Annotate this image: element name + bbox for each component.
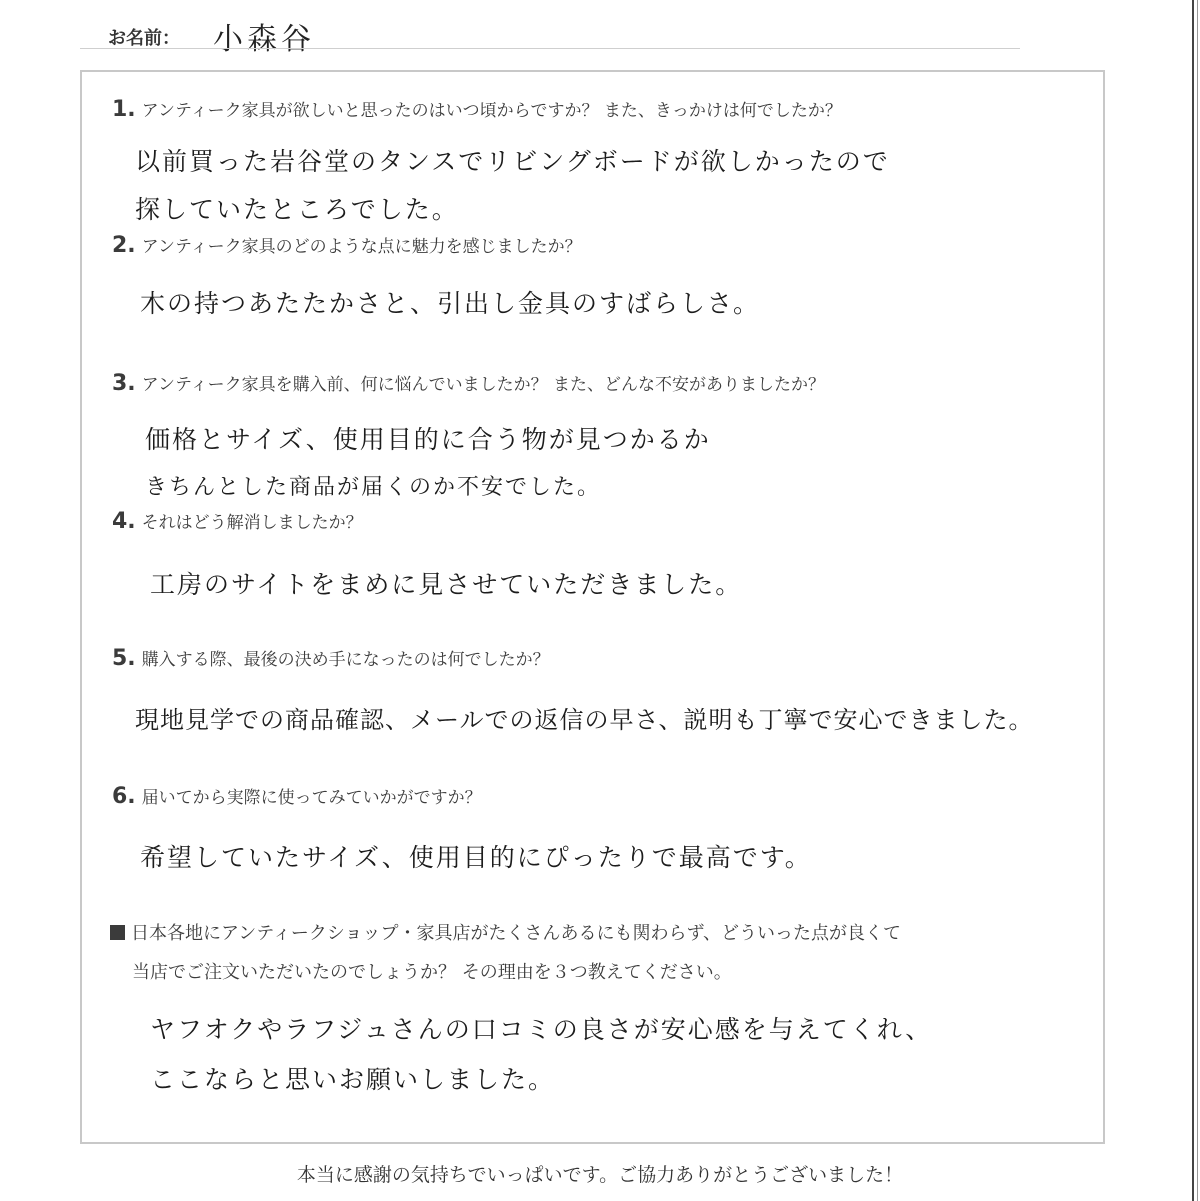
name-handwritten: 小森谷 bbox=[213, 22, 315, 57]
question-3 bbox=[112, 370, 825, 396]
answer-3-line-1: 価格とサイズ、使用目的に合う物が見つかるか bbox=[145, 425, 711, 454]
square-bullet-icon bbox=[110, 925, 125, 940]
question-5 bbox=[112, 645, 550, 671]
question-4 bbox=[112, 508, 363, 534]
answer-5-line-1: 現地見学での商品確認、メールでの返信の早さ、説明も丁寧で安心できました。 bbox=[135, 706, 1034, 734]
page-edge bbox=[1192, 0, 1198, 1201]
question-number: 4. bbox=[112, 509, 136, 534]
question-1 bbox=[112, 96, 842, 122]
final-question-line-1 bbox=[110, 917, 901, 951]
final-question-text-1: 日本各地にアンティークショップ・家具店がたくさんあるにも関わらず、どういった点が良くて bbox=[131, 923, 902, 944]
question-number: 6. bbox=[112, 784, 136, 809]
answer-3-line-2: きちんとした商品が届くのか不安でした。 bbox=[145, 475, 602, 500]
answer-1-line-2: 探していたところでした。 bbox=[135, 195, 459, 224]
question-text: それはどう解消しましたか？ bbox=[141, 513, 363, 533]
final-question-line-2: 当店でご注文いただいたのでしょうか？ その理由を３つ教えてください。 bbox=[132, 962, 732, 983]
final-answer-line-1: ヤフオクやラフジュさんの口コミの良さが安心感を与えてくれ、 bbox=[150, 1015, 933, 1044]
name-underline bbox=[80, 48, 1020, 49]
name-label: お名前： bbox=[108, 28, 180, 49]
question-number: 2. bbox=[112, 233, 136, 258]
final-answer-line-2: ここならと思いお願いしました。 bbox=[150, 1065, 556, 1094]
question-2 bbox=[112, 232, 582, 258]
question-number: 1. bbox=[112, 97, 136, 122]
question-text: 購入する際、最後の決め手になったのは何でしたか？ bbox=[141, 650, 550, 670]
question-number: 3. bbox=[112, 371, 136, 396]
question-number: 5. bbox=[112, 646, 136, 671]
question-text: アンティーク家具のどのような点に魅力を感じましたか？ bbox=[141, 237, 582, 257]
answer-6-line-1: 希望していたサイズ、使用目的にぴったりで最高です。 bbox=[140, 843, 812, 872]
answer-1-line-1: 以前買った岩谷堂のタンスでリビングボードが欲しかったので bbox=[135, 147, 890, 176]
answer-2-line-1: 木の持つあたたかさと、引出し金具のすばらしさ。 bbox=[140, 289, 761, 318]
question-text: アンティーク家具を購入前、何に悩んでいましたか？ また、どんな不安がありましたか？ bbox=[141, 375, 826, 395]
question-6 bbox=[112, 783, 482, 809]
question-text: 届いてから実際に使ってみていかがですか？ bbox=[141, 788, 482, 808]
thank-you-footer: 本当に感謝の気持ちでいっぱいです。ご協力ありがとうございました！ bbox=[296, 1164, 904, 1186]
answer-4-line-1: 工房のサイトをまめに見させていただきました。 bbox=[150, 570, 743, 599]
question-text: アンティーク家具が欲しいと思ったのはいつ頃からですか？ また、きっかけは何でしたか？ bbox=[141, 101, 842, 121]
